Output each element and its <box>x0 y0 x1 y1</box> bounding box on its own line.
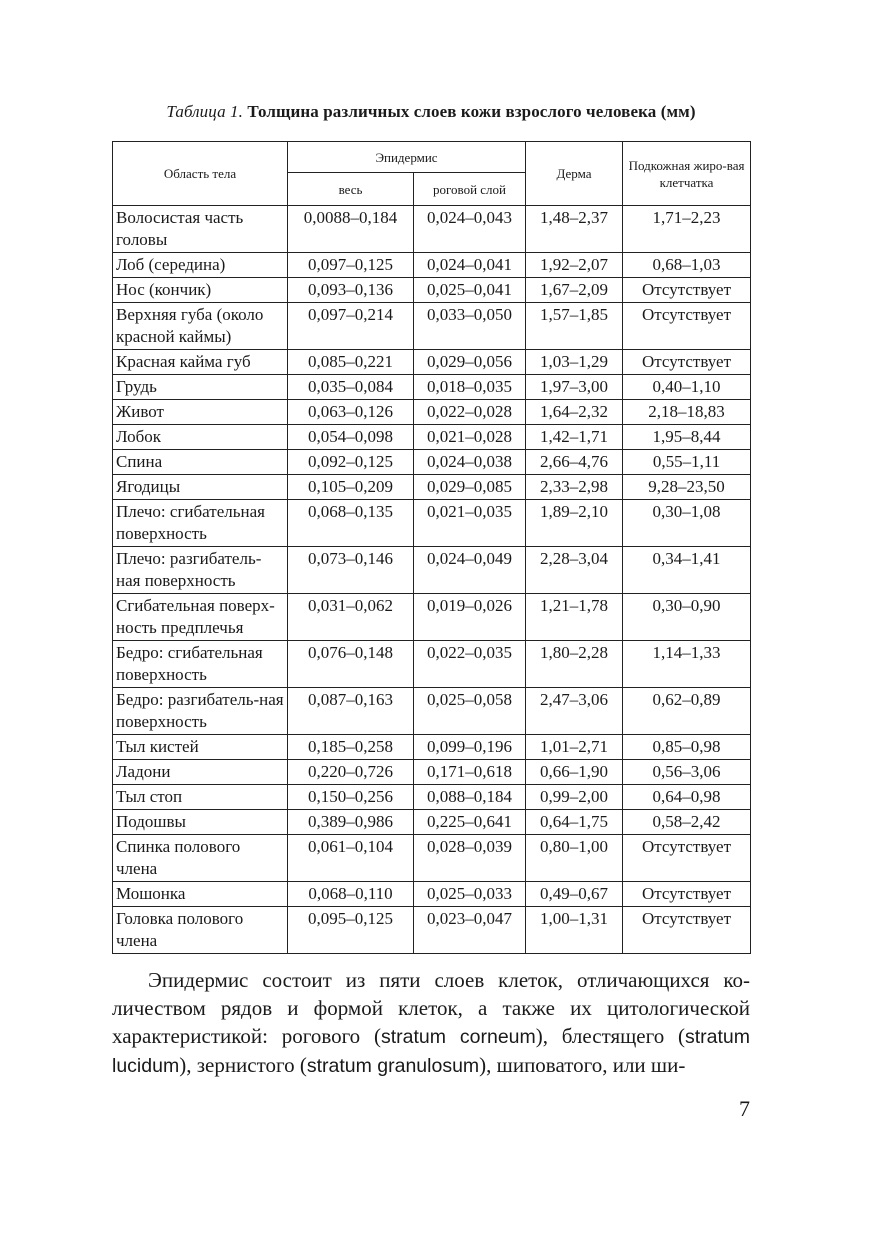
cell-epidermis-horny: 0,025–0,058 <box>414 688 526 735</box>
cell-dermis: 1,67–2,09 <box>526 278 623 303</box>
cell-dermis: 1,97–3,00 <box>526 375 623 400</box>
cell-epidermis-horny: 0,023–0,047 <box>414 907 526 954</box>
cell-dermis: 1,01–2,71 <box>526 735 623 760</box>
cell-subcutaneous: 0,68–1,03 <box>623 253 751 278</box>
cell-epidermis-total: 0,092–0,125 <box>288 450 414 475</box>
cell-dermis: 1,00–1,31 <box>526 907 623 954</box>
cell-epidermis-horny: 0,024–0,043 <box>414 206 526 253</box>
cell-region: Ягодицы <box>113 475 288 500</box>
cell-epidermis-horny: 0,225–0,641 <box>414 810 526 835</box>
cell-epidermis-horny: 0,024–0,049 <box>414 547 526 594</box>
cell-epidermis-total: 0,061–0,104 <box>288 835 414 882</box>
cell-subcutaneous: 0,58–2,42 <box>623 810 751 835</box>
cell-region: Верхняя губа (около красной каймы) <box>113 303 288 350</box>
header-epidermis-total: весь <box>288 173 414 206</box>
para-latin-1: stratum corneum <box>380 1026 536 1048</box>
cell-epidermis-total: 0,097–0,214 <box>288 303 414 350</box>
cell-region: Бедро: разгибатель-ная поверхность <box>113 688 288 735</box>
table-row <box>113 835 751 882</box>
cell-subcutaneous: Отсутствует <box>623 907 751 954</box>
cell-region: Волосистая часть головы <box>113 206 288 253</box>
cell-epidermis-horny: 0,033–0,050 <box>414 303 526 350</box>
table-row <box>113 253 751 278</box>
cell-epidermis-total: 0,220–0,726 <box>288 760 414 785</box>
table-row <box>113 375 751 400</box>
para-text-2: ), блестящего ( <box>535 1024 685 1048</box>
cell-dermis: 0,66–1,90 <box>526 760 623 785</box>
cell-epidermis-horny: 0,021–0,035 <box>414 500 526 547</box>
cell-region: Мошонка <box>113 882 288 907</box>
cell-epidermis-total: 0,105–0,209 <box>288 475 414 500</box>
cell-epidermis-total: 0,150–0,256 <box>288 785 414 810</box>
cell-dermis: 1,03–1,29 <box>526 350 623 375</box>
cell-subcutaneous: Отсутствует <box>623 278 751 303</box>
table-row <box>113 785 751 810</box>
cell-subcutaneous: 0,85–0,98 <box>623 735 751 760</box>
table-row <box>113 303 751 350</box>
cell-epidermis-horny: 0,025–0,033 <box>414 882 526 907</box>
cell-region: Подошвы <box>113 810 288 835</box>
table-row <box>113 810 751 835</box>
cell-epidermis-total: 0,063–0,126 <box>288 400 414 425</box>
cell-region: Нос (кончик) <box>113 278 288 303</box>
cell-epidermis-horny: 0,029–0,056 <box>414 350 526 375</box>
header-epidermis: Эпидермис <box>288 142 526 173</box>
cell-epidermis-horny: 0,018–0,035 <box>414 375 526 400</box>
table-row <box>113 278 751 303</box>
cell-subcutaneous: 0,62–0,89 <box>623 688 751 735</box>
table-row <box>113 350 751 375</box>
cell-epidermis-total: 0,068–0,110 <box>288 882 414 907</box>
table-row <box>113 206 751 253</box>
cell-region: Спинка полового члена <box>113 835 288 882</box>
cell-epidermis-horny: 0,019–0,026 <box>414 594 526 641</box>
cell-dermis: 2,66–4,76 <box>526 450 623 475</box>
cell-epidermis-horny: 0,099–0,196 <box>414 735 526 760</box>
para-text-3: ), зернистого ( <box>179 1053 307 1077</box>
cell-epidermis-total: 0,093–0,136 <box>288 278 414 303</box>
cell-epidermis-horny: 0,022–0,035 <box>414 641 526 688</box>
body-paragraph <box>112 966 750 1080</box>
table-row <box>113 760 751 785</box>
cell-epidermis-total: 0,076–0,148 <box>288 641 414 688</box>
cell-dermis: 1,80–2,28 <box>526 641 623 688</box>
cell-dermis: 1,21–1,78 <box>526 594 623 641</box>
para-latin-3: stratum granulosum <box>306 1055 480 1077</box>
cell-epidermis-total: 0,185–0,258 <box>288 735 414 760</box>
table-row <box>113 450 751 475</box>
cell-subcutaneous: 0,40–1,10 <box>623 375 751 400</box>
cell-subcutaneous: 0,30–1,08 <box>623 500 751 547</box>
cell-subcutaneous: 0,55–1,11 <box>623 450 751 475</box>
cell-region: Лоб (середина) <box>113 253 288 278</box>
cell-epidermis-horny: 0,022–0,028 <box>414 400 526 425</box>
cell-dermis: 0,64–1,75 <box>526 810 623 835</box>
cell-epidermis-total: 0,073–0,146 <box>288 547 414 594</box>
cell-dermis: 1,57–1,85 <box>526 303 623 350</box>
cell-dermis: 1,48–2,37 <box>526 206 623 253</box>
cell-epidermis-horny: 0,029–0,085 <box>414 475 526 500</box>
cell-region: Тыл стоп <box>113 785 288 810</box>
table-caption <box>112 102 750 122</box>
cell-subcutaneous: Отсутствует <box>623 350 751 375</box>
cell-epidermis-horny: 0,024–0,038 <box>414 450 526 475</box>
table-row <box>113 735 751 760</box>
table-row <box>113 475 751 500</box>
cell-dermis: 0,80–1,00 <box>526 835 623 882</box>
header-dermis: Дерма <box>526 142 623 206</box>
table-row <box>113 547 751 594</box>
cell-dermis: 2,33–2,98 <box>526 475 623 500</box>
cell-subcutaneous: 0,56–3,06 <box>623 760 751 785</box>
cell-subcutaneous: Отсутствует <box>623 882 751 907</box>
table-row <box>113 594 751 641</box>
cell-epidermis-horny: 0,088–0,184 <box>414 785 526 810</box>
table-row <box>113 425 751 450</box>
cell-region: Бедро: сгибательная поверхность <box>113 641 288 688</box>
cell-subcutaneous: 0,64–0,98 <box>623 785 751 810</box>
header-epidermis-horny: роговой слой <box>414 173 526 206</box>
cell-epidermis-total: 0,389–0,986 <box>288 810 414 835</box>
cell-region: Головка полового члена <box>113 907 288 954</box>
para-text-1: Эпидермис состоит из пяти слоев клеток, отличающихся ко-личеством рядов и формой клеток, а также их цитологической характеристикой: рогового ( <box>112 968 750 1048</box>
cell-region: Плечо: разгибатель-ная поверхность <box>113 547 288 594</box>
skin-thickness-table <box>112 141 751 954</box>
cell-subcutaneous: 1,71–2,23 <box>623 206 751 253</box>
cell-epidermis-total: 0,097–0,125 <box>288 253 414 278</box>
table-row <box>113 641 751 688</box>
cell-subcutaneous: 2,18–18,83 <box>623 400 751 425</box>
page-number: 7 <box>739 1096 750 1121</box>
cell-dermis: 1,64–2,32 <box>526 400 623 425</box>
cell-epidermis-total: 0,054–0,098 <box>288 425 414 450</box>
cell-dermis: 1,92–2,07 <box>526 253 623 278</box>
cell-region: Грудь <box>113 375 288 400</box>
cell-epidermis-total: 0,035–0,084 <box>288 375 414 400</box>
cell-subcutaneous: Отсутствует <box>623 303 751 350</box>
table-row <box>113 882 751 907</box>
cell-subcutaneous: 1,95–8,44 <box>623 425 751 450</box>
caption-title: Толщина различных слоев кожи взрослого человека (мм) <box>247 102 696 121</box>
cell-subcutaneous: 0,30–0,90 <box>623 594 751 641</box>
cell-subcutaneous: 1,14–1,33 <box>623 641 751 688</box>
cell-region: Красная кайма губ <box>113 350 288 375</box>
cell-epidermis-horny: 0,171–0,618 <box>414 760 526 785</box>
header-region: Область тела <box>113 142 288 206</box>
cell-region: Сгибательная поверх-ность предплечья <box>113 594 288 641</box>
para-latin-2: stratum lucidum <box>112 1026 750 1077</box>
cell-dermis: 0,49–0,67 <box>526 882 623 907</box>
cell-subcutaneous: 0,34–1,41 <box>623 547 751 594</box>
table-body <box>113 206 751 954</box>
cell-epidermis-total: 0,085–0,221 <box>288 350 414 375</box>
cell-region: Спина <box>113 450 288 475</box>
cell-region: Живот <box>113 400 288 425</box>
caption-label: Таблица 1. <box>166 102 243 121</box>
table-row <box>113 688 751 735</box>
cell-subcutaneous: Отсутствует <box>623 835 751 882</box>
para-text-4: ), шиповатого, или ши- <box>479 1053 686 1077</box>
cell-epidermis-horny: 0,025–0,041 <box>414 278 526 303</box>
cell-subcutaneous: 9,28–23,50 <box>623 475 751 500</box>
cell-dermis: 2,47–3,06 <box>526 688 623 735</box>
cell-epidermis-horny: 0,024–0,041 <box>414 253 526 278</box>
cell-dermis: 1,42–1,71 <box>526 425 623 450</box>
table-row <box>113 500 751 547</box>
table-row <box>113 907 751 954</box>
cell-epidermis-total: 0,0088–0,184 <box>288 206 414 253</box>
cell-epidermis-total: 0,095–0,125 <box>288 907 414 954</box>
cell-epidermis-horny: 0,028–0,039 <box>414 835 526 882</box>
cell-region: Лобок <box>113 425 288 450</box>
cell-dermis: 2,28–3,04 <box>526 547 623 594</box>
cell-epidermis-horny: 0,021–0,028 <box>414 425 526 450</box>
cell-epidermis-total: 0,068–0,135 <box>288 500 414 547</box>
cell-region: Плечо: сгибательная поверхность <box>113 500 288 547</box>
header-subcutaneous: Подкожная жиро-вая клетчатка <box>623 142 751 206</box>
cell-epidermis-total: 0,031–0,062 <box>288 594 414 641</box>
cell-region: Тыл кистей <box>113 735 288 760</box>
cell-epidermis-total: 0,087–0,163 <box>288 688 414 735</box>
cell-dermis: 0,99–2,00 <box>526 785 623 810</box>
table-row <box>113 400 751 425</box>
cell-region: Ладони <box>113 760 288 785</box>
cell-dermis: 1,89–2,10 <box>526 500 623 547</box>
